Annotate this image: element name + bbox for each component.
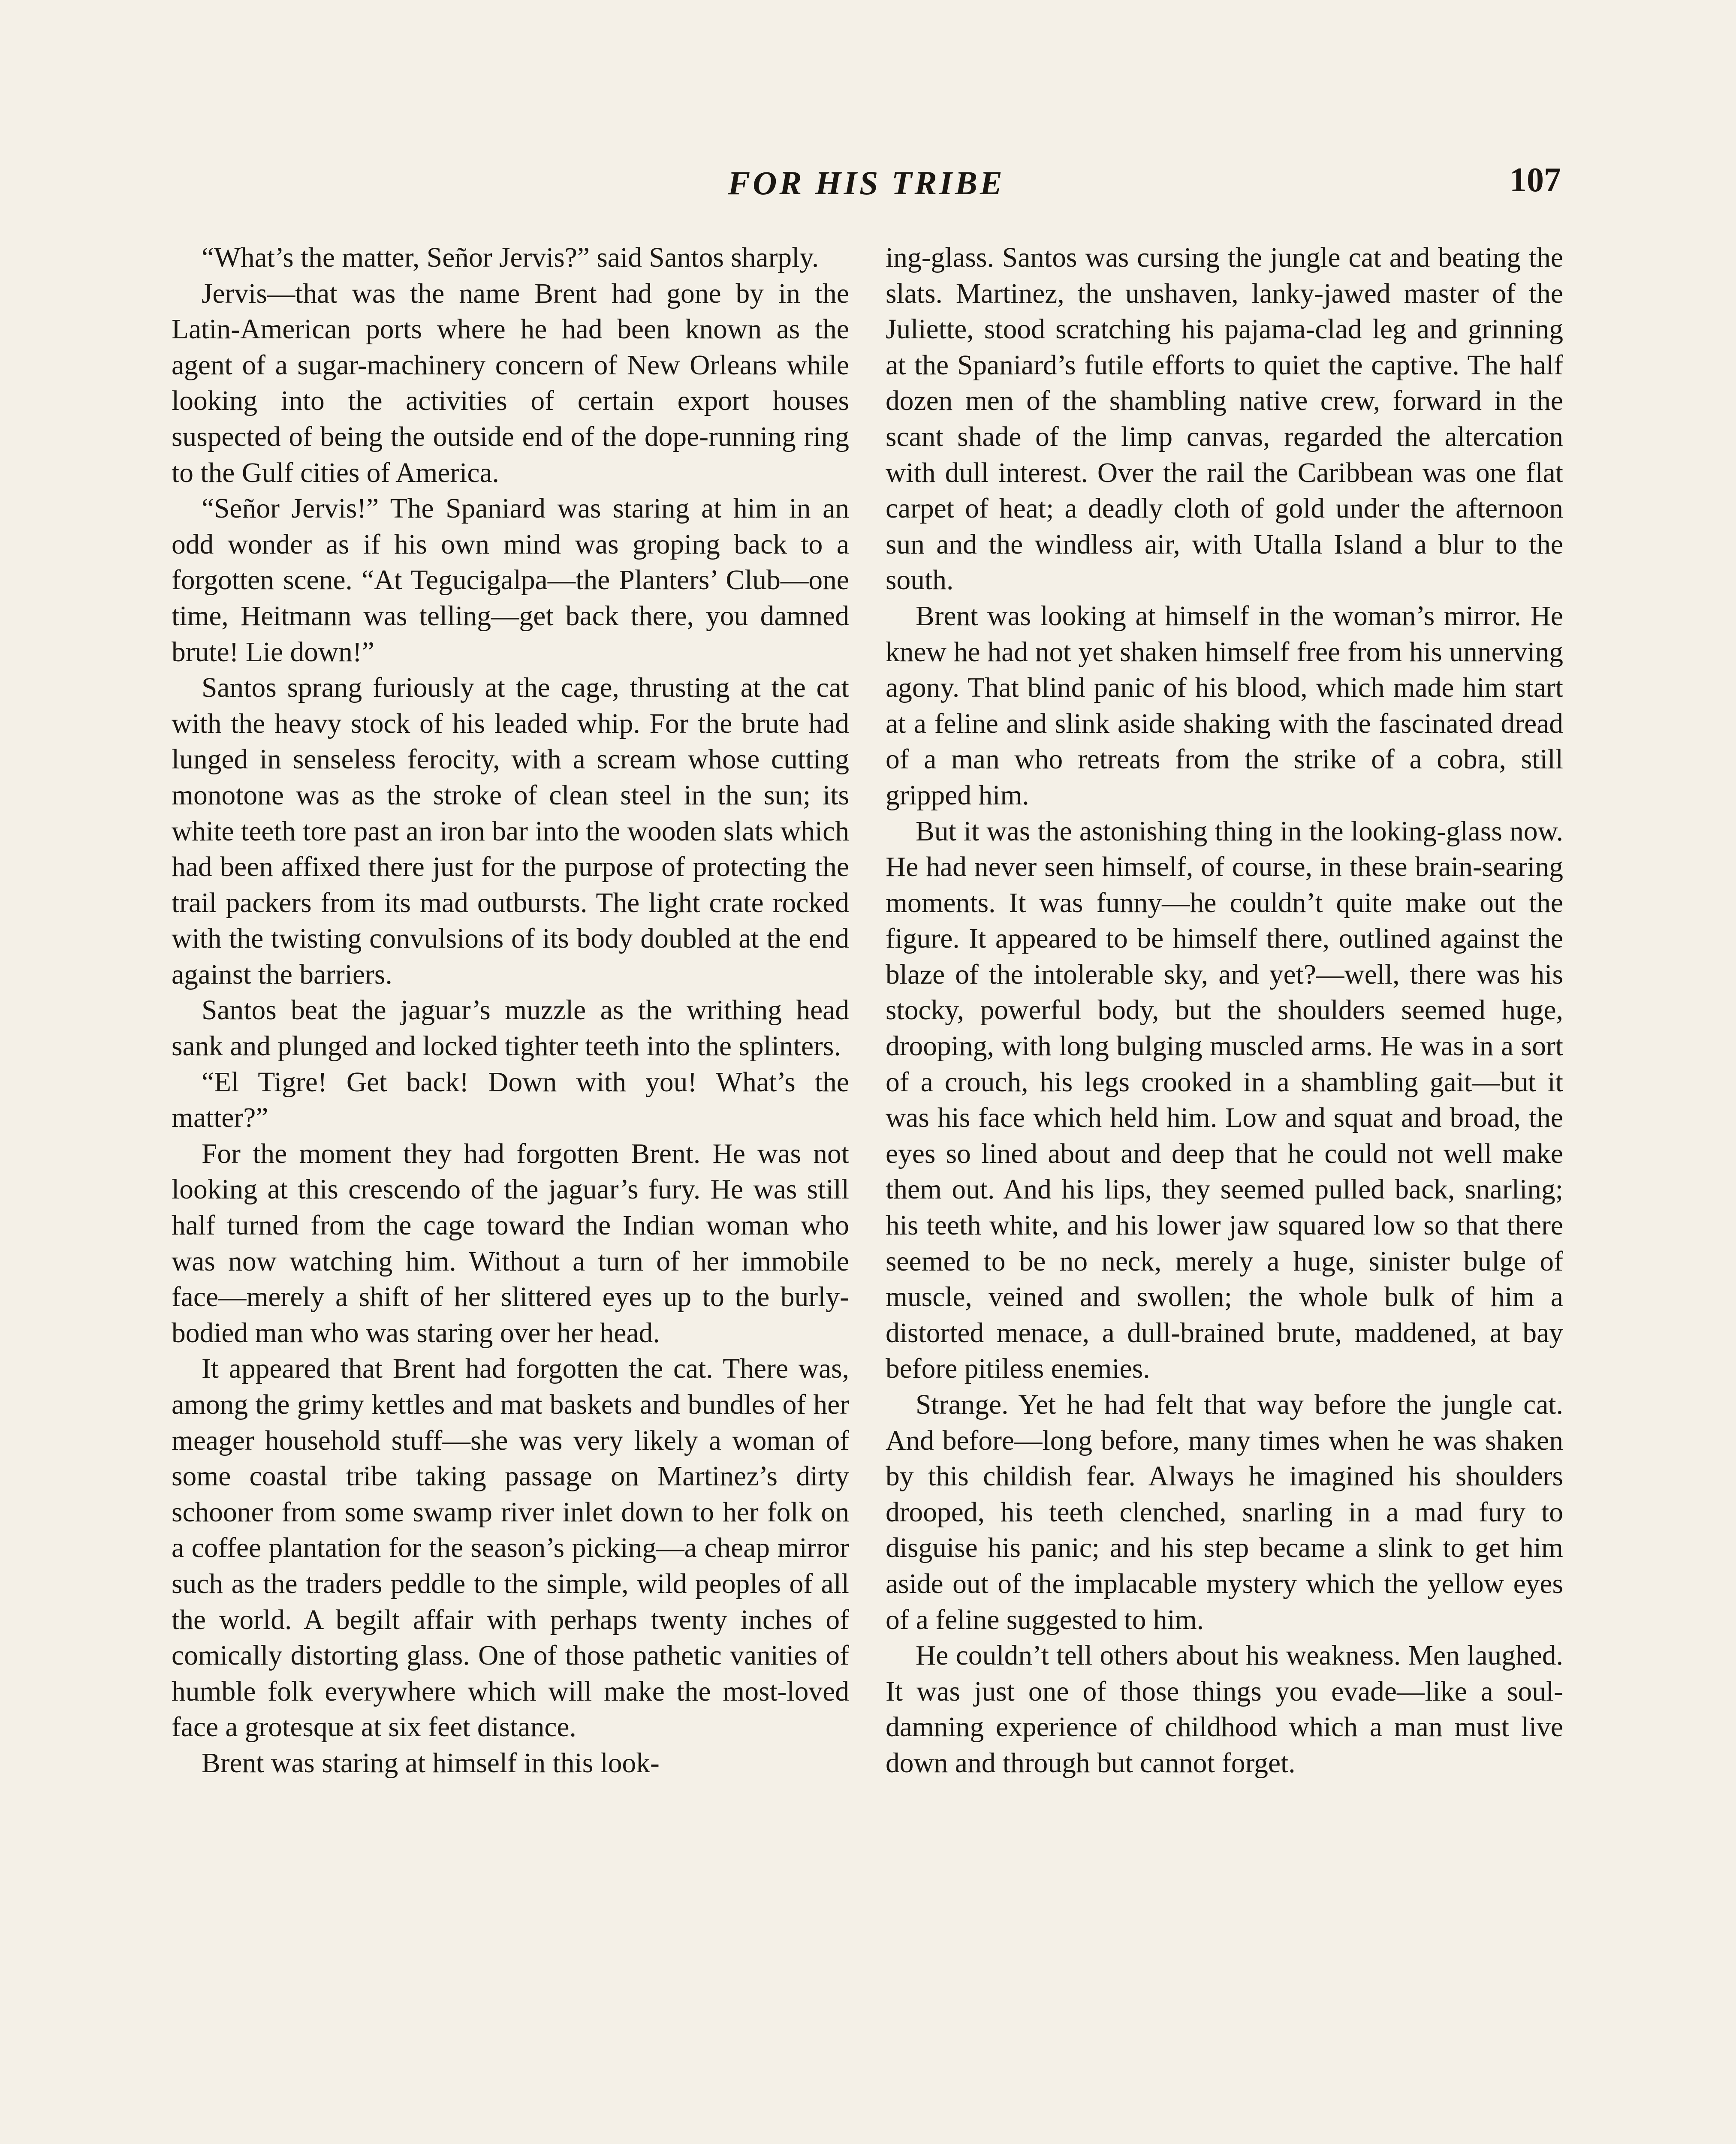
paragraph: “What’s the matter, Señor Jervis?” said Santos sharply.: [202, 242, 819, 273]
paragraph-continuation: ing-glass. Santos was cursing the jungle cat and beating the slats. Martinez, the unshaven, lanky-jawed master of the Juliette, stood scratching his pajama-clad leg and grinning at the Spaniard’s futile efforts to quiet the captive. The half dozen men of the shambling native crew, forward in the scant shade of the limp canvas, regarded the altercation with dull interest. Over the rail the Caribbean was one flat carpet of heat; a deadly cloth of gold under the afternoon sun and the windless air, with Utalla Island a blur to the south.: [886, 242, 1563, 596]
paragraph: “Señor Jervis!” The Spaniard was staring at him in an odd wonder as if his own mind was groping back to a forgotten scene. “At Tegucigalpa—the Planters’ Club—one time, Heitmann was telling—get back there, you damned brute! Lie down!”: [172, 493, 849, 668]
page-number: 107: [1510, 161, 1561, 199]
paragraph: Strange. Yet he had felt that way before the jungle cat. And before—long before, many times when he was shaken by this childish fear. Always he imagined his shoulders drooped, his teeth clenched, snarling in a mad fury to disguise his panic; and his step became a slink to get him aside out of the implacable mystery which the yellow eyes of a feline suggested to him.: [886, 1389, 1563, 1635]
paragraph: It appeared that Brent had forgotten the cat. There was, among the grimy kettles and mat baskets and bundles of her meager household stuff—she was very likely a woman of some coastal tribe taking passage on Martinez’s dirty schooner from some swamp river inlet down to her folk on a coffee plantation for the season’s picking—a cheap mirror such as the traders peddle to the simple, wild peoples of all the world. A begilt affair with perhaps twenty inches of comically distorting glass. One of those pathetic vanities of humble folk everywhere which will make the most-loved face a grotesque at six feet distance.: [172, 1353, 849, 1743]
running-title: FOR HIS TRIBE: [728, 164, 1005, 202]
left-column: [172, 240, 849, 1782]
paragraph: Jervis—that was the name Brent had gone by in the Latin-American ports where he had been known as the agent of a sugar-machinery concern of New Orleans while looking into the activities of certain export houses suspected of being the outside end of the dope-running ring to the Gulf cities of America.: [172, 278, 849, 488]
paragraph: Brent was looking at himself in the woman’s mirror. He knew he had not yet shaken himself free from his unnerving agony. That blind panic of his blood, which made him start at a feline and slink aside shaking with the fascinated dread of a man who retreats from the strike of a cobra, still gripped him.: [886, 600, 1563, 811]
paragraph: Santos beat the jaguar’s muzzle as the writhing head sank and plunged and locked tighter teeth into the splinters.: [172, 995, 849, 1062]
paragraph: But it was the astonishing thing in the looking-glass now. He had never seen himself, of course, in these brain-searing moments. It was funny—he couldn’t quite make out the figure. It appeared to be himself there, outlined against the blaze of the intolerable sky, and yet?—well, there was his stocky, powerful body, but the shoulders seemed huge, drooping, with long bulging muscled arms. He was in a sort of a crouch, his legs crooked in a shambling gait—but it was his face which held him. Low and squat and broad, the eyes so lined about and deep that he could not well make them out. And his lips, they seemed pulled back, snarling; his teeth white, and his lower jaw squared low so that there seemed to be no neck, merely a huge, sinister bulge of muscle, veined and swollen; the whole bulk of him a distorted menace, a dull-brained brute, maddened, at bay before pitiless enemies.: [886, 816, 1563, 1385]
paragraph: Brent was staring at himself in this look-: [202, 1747, 660, 1779]
paragraph: “El Tigre! Get back! Down with you! What’s the matter?”: [172, 1066, 849, 1134]
paragraph: For the moment they had forgotten Brent. He was not looking at this crescendo of the jaguar’s fury. He was still half turned from the cage toward the Indian woman who was now watching him. Without a turn of her immobile face—merely a shift of her slittered eyes up to the burly-bodied man who was staring over her head.: [172, 1138, 849, 1349]
paragraph: Santos sprang furiously at the cage, thrusting at the cat with the heavy stock of his leaded whip. For the brute had lunged in senseless ferocity, with a scream whose cutting monotone was as the stroke of clean steel in the sun; its white teeth tore past an iron bar into the wooden slats which had been affixed there just for the purpose of protecting the trail packers from its mad outbursts. The light crate rocked with the twisting convulsions of its body doubled at the end against the barriers.: [172, 672, 849, 990]
paragraph: He couldn’t tell others about his weakness. Men laughed. It was just one of those things you evade—like a soul-damning experience of childhood which a man must live down and through but cannot forget.: [886, 1640, 1563, 1779]
page-header: [172, 159, 1561, 214]
right-column: [886, 240, 1563, 1782]
